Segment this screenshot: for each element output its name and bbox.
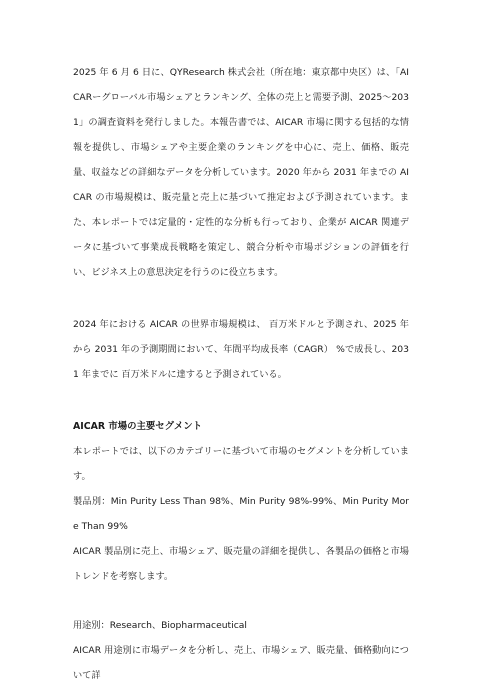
by-product-line: 製品別：Min Purity Less Than 98%、Min Purity 98%-99%、Min Purity More Than 99%	[73, 496, 409, 532]
by-application-line: 用途別：Research、Biopharmaceutical	[73, 620, 247, 631]
spacer	[73, 387, 409, 414]
by-product-description: AICAR 製品別に売上、市場シェア、販売量の詳細を提供し、各製品の価格と市場トレンドを考察します。	[73, 546, 409, 582]
by-application-description: AICAR 用途別に市場データを分析し、売上、市場シェア、販売量、価格動向について詳	[73, 645, 409, 681]
intro-paragraph: 2025 年 6 月 6 日に、QYResearch 株式会社（所在地：東京都中央区）は、「AICARーグローバル市場シェアとランキング、全体の売上と需要予測、2025～2031」の調査資料を発行しました。本報告書では、AICAR 市場に関する包括的な情報を提供し、市場シェアや主要企業のランキングを中心に、売上、価格、販売量、収益などの詳細なデータを分析しています。2020 年から 2031 年までの AICAR の市場規模は、販売量と売上に基づいて推定および予測されています。また、本レポートでは定量的・定性的な分析も行っており、企業が AICAR 関連データに基づいて事業成長戦略を策定し、競合分析や市場ポジションの評価を行い、ビジネス上の意思決定を行うのに役立ちます。	[73, 67, 409, 278]
segment-intro: 本レポートでは、以下のカテゴリーに基づいて市場のセグメントを分析しています。	[73, 446, 409, 482]
spacer	[73, 285, 409, 312]
market-size-paragraph: 2024 年における AICAR の世界市場規模は、 百万米ドルと予測され、2025 年から 2031 年の予測期間において、年間平均成長率（CAGR） %で成長し、2031 年までに 百万米ドルに達すると予測されている。	[73, 319, 409, 380]
spacer	[73, 589, 409, 613]
segment-heading: AICAR 市場の主要セグメント	[73, 421, 203, 432]
document-page	[73, 60, 409, 688]
